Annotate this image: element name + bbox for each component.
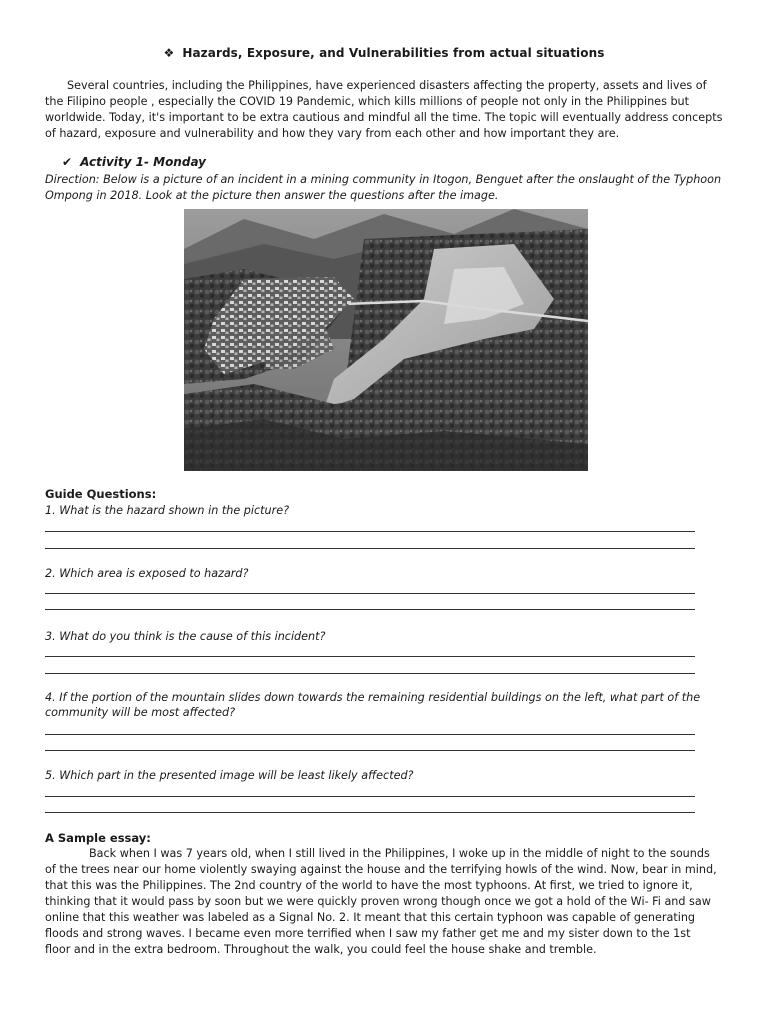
landslide-photo (184, 209, 588, 471)
activity-title: Activity 1- Monday (80, 155, 206, 169)
diamond-bullet-icon: ❖ (163, 46, 175, 60)
question-2: 2. Which area is exposed to hazard? (45, 567, 249, 580)
answer-line[interactable] (45, 593, 695, 594)
answer-line[interactable] (45, 548, 695, 549)
answer-line[interactable] (45, 812, 695, 813)
page-title-text: Hazards, Exposure, and Vulnerabilities from actual situations (182, 46, 605, 60)
checkmark-icon: ✔ (62, 155, 73, 169)
activity-direction: Direction: Below is a picture of an incident in a mining community in Itogon, Benguet after the onslaught of the Typhoon Ompong in 2018. Look at the picture then answer the questions after the image. (45, 173, 722, 202)
answer-line[interactable] (45, 656, 695, 657)
answer-line[interactable] (45, 734, 695, 735)
question-1: 1. What is the hazard shown in the picture? (45, 504, 290, 517)
answer-line[interactable] (45, 609, 695, 610)
answer-line[interactable] (45, 531, 695, 532)
question-4: 4. If the portion of the mountain slides down towards the remaining residential buildings on the left, what part of the community will be most affected? (45, 691, 701, 719)
answer-line[interactable] (45, 673, 695, 674)
answer-line[interactable] (45, 750, 695, 751)
page-title (0, 46, 768, 60)
sample-essay-heading: A Sample essay: (45, 831, 151, 845)
question-3: 3. What do you think is the cause of this incident? (45, 630, 326, 643)
guide-questions-heading: Guide Questions: (45, 487, 157, 501)
intro-paragraph: Several countries, including the Philippines, have experienced disasters affecting the property, assets and lives of the Filipino people , especially the COVID 19 Pandemic, which kills millions of people not only in the Philippines but worldwide. Today, it's important to be extra cautious and mindful all the time. The topic will eventually address concepts of hazard, exposure and vulnerability and how they vary from each other and how important they are. (45, 79, 723, 140)
answer-line[interactable] (45, 796, 695, 797)
sample-essay-paragraph: Back when I was 7 years old, when I still lived in the Philippines, I woke up in the middle of night to the sounds of the trees near our home violently swaying against the house and the terrifying howls of the wind. Now, bear in mind, that this was the Philippines. The 2nd country of the world to have the most typhoons. At first, we tried to ignore it, thinking that it would pass by soon but we were quickly proven wrong though once we got a hold of the Wi- Fi and saw online that this weather was labeled as a Signal No. 2. It meant that this certain typhoon was capable of generating floods and strong waves. I became even more terrified when I saw my father get me and my sister down to the 1st floor and in the extra bedroom. Throughout the walk, you could feel the house shake and tremble. (45, 847, 717, 956)
question-5: 5. Which part in the presented image will be least likely affected? (45, 769, 414, 782)
activity-heading (62, 155, 206, 169)
